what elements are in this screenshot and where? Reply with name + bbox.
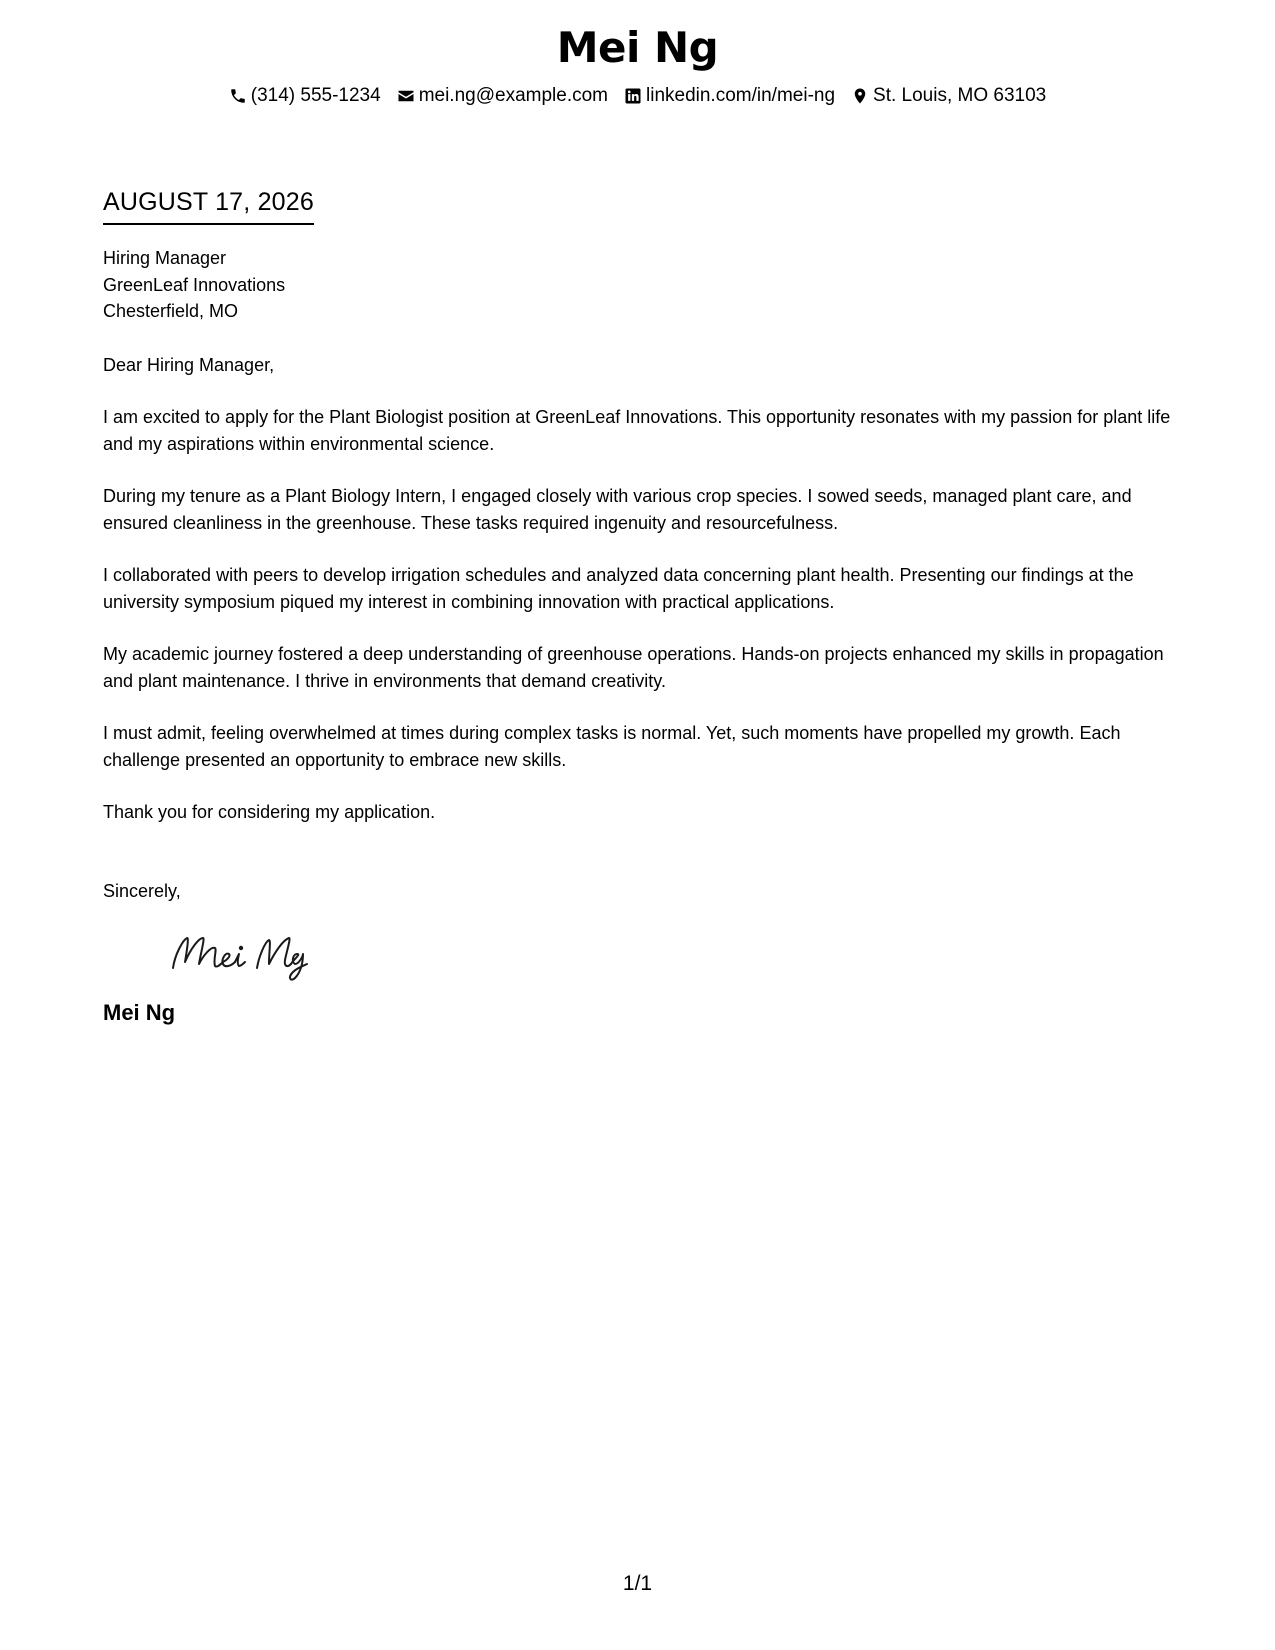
location-text: St. Louis, MO 63103 [873, 85, 1047, 106]
letter-header [0, 18, 1275, 108]
paragraph: Thank you for considering my application. [103, 802, 436, 822]
recipient-company: GreenLeaf Innovations [103, 274, 286, 295]
paragraph: I am excited to apply for the Plant Biologist position at GreenLeaf Innovations. This opportunity resonates with my passion for plant life and my aspirations within environmental science. [103, 407, 1171, 454]
letter-body [103, 185, 1178, 1028]
contact-bar [0, 84, 1275, 108]
signer-name: Mei Ng [103, 1000, 176, 1025]
closing: Sincerely, [103, 880, 181, 901]
page-number: 1/1 [622, 1572, 653, 1595]
contact-location [851, 84, 1046, 108]
recipient-block [103, 245, 1178, 325]
phone-text: (314) 555-1234 [250, 85, 381, 106]
contact-email[interactable] [397, 84, 608, 108]
salutation: Dear Hiring Manager, [103, 354, 275, 375]
applicant-name: Mei Ng [556, 23, 719, 72]
contact-phone [229, 84, 381, 108]
recipient-title: Hiring Manager [103, 248, 227, 268]
handwritten-signature [165, 924, 345, 984]
contact-linkedin[interactable] [624, 84, 835, 108]
paragraph: I must admit, feeling overwhelmed at times during complex tasks is normal. Yet, such moments have propelled my growth. Each challenge presented an opportunity to embrace new skills. [103, 723, 1121, 770]
email-text[interactable]: mei.ng@example.com [418, 85, 608, 106]
paragraph: During my tenure as a Plant Biology Intern, I engaged closely with various crop species. I sowed seeds, managed plant care, and ensured cleanliness in the greenhouse. These tasks required ingenuity and resourcefulness. [103, 486, 1132, 533]
linkedin-text[interactable]: linkedin.com/in/mei-ng [646, 85, 836, 106]
recipient-location: Chesterfield, MO [103, 301, 239, 321]
phone-icon [229, 87, 247, 105]
paragraph: I collaborated with peers to develop irrigation schedules and analyzed data concerning plant health. Presenting our findings at the university symposium piqued my interest in combining innovation with practical applications. [103, 565, 1134, 612]
linkedin-icon [624, 87, 642, 105]
letter-date: AUGUST 17, 2026 [103, 185, 314, 225]
paragraph: My academic journey fostered a deep understanding of greenhouse operations. Hands-on projects enhanced my skills in propagation and plant maintenance. I thrive in environments that demand creativity. [103, 644, 1164, 691]
map-pin-icon [851, 87, 869, 105]
envelope-icon [397, 87, 415, 105]
